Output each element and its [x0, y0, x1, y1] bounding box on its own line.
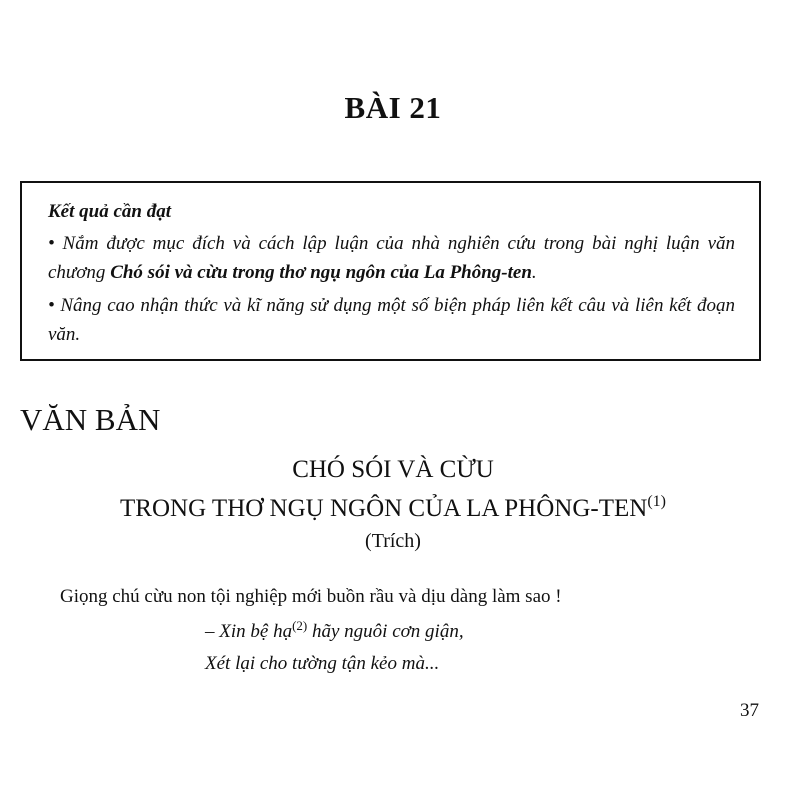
- verse-text: hãy nguôi cơn giận,: [307, 621, 464, 642]
- goal-text-end: .: [531, 262, 537, 283]
- learning-goals-box: [20, 181, 761, 361]
- learning-goals-heading: Kết quả cần đạt: [48, 201, 171, 222]
- text-title-line-2-text: TRONG THƠ NGỤ NGÔN CỦA LA PHÔNG-TEN: [120, 495, 648, 522]
- prose-line: Giọng chú cừu non tội nghiệp mới buồn rầu và dịu dàng làm sao !: [60, 586, 562, 607]
- text-title-reference: Chó sói và cừu trong thơ ngụ ngôn của La Phông-ten: [110, 262, 532, 283]
- learning-goal-item: [48, 229, 735, 287]
- verse-text: – Xin bệ hạ: [205, 621, 293, 642]
- bullet-icon: •: [48, 295, 55, 316]
- verse-line-2: Xét lại cho tường tận kẻo mà...: [205, 653, 440, 674]
- goal-text: Nắm được mục đích và cách lập luận của nhà nghiên cứu trong bài nghị luận văn chương: [48, 233, 735, 283]
- lesson-title: BÀI 21: [344, 90, 442, 125]
- footnote-marker: (1): [647, 493, 666, 510]
- text-title-line-2: [0, 495, 786, 523]
- bullet-icon: •: [48, 233, 55, 254]
- verse-line-1: [205, 618, 464, 643]
- page-number: 37: [740, 700, 759, 721]
- section-heading: VĂN BẢN: [20, 402, 161, 437]
- text-title-line-1: CHÓ SÓI VÀ CỪU: [292, 456, 494, 483]
- learning-goal-item: [48, 291, 735, 349]
- footnote-marker: (2): [292, 618, 308, 633]
- excerpt-note: (Trích): [365, 530, 421, 552]
- goal-text: Nâng cao nhận thức và kĩ năng sử dụng một số biện pháp liên kết câu và liên kết đoạn văn.: [48, 295, 736, 345]
